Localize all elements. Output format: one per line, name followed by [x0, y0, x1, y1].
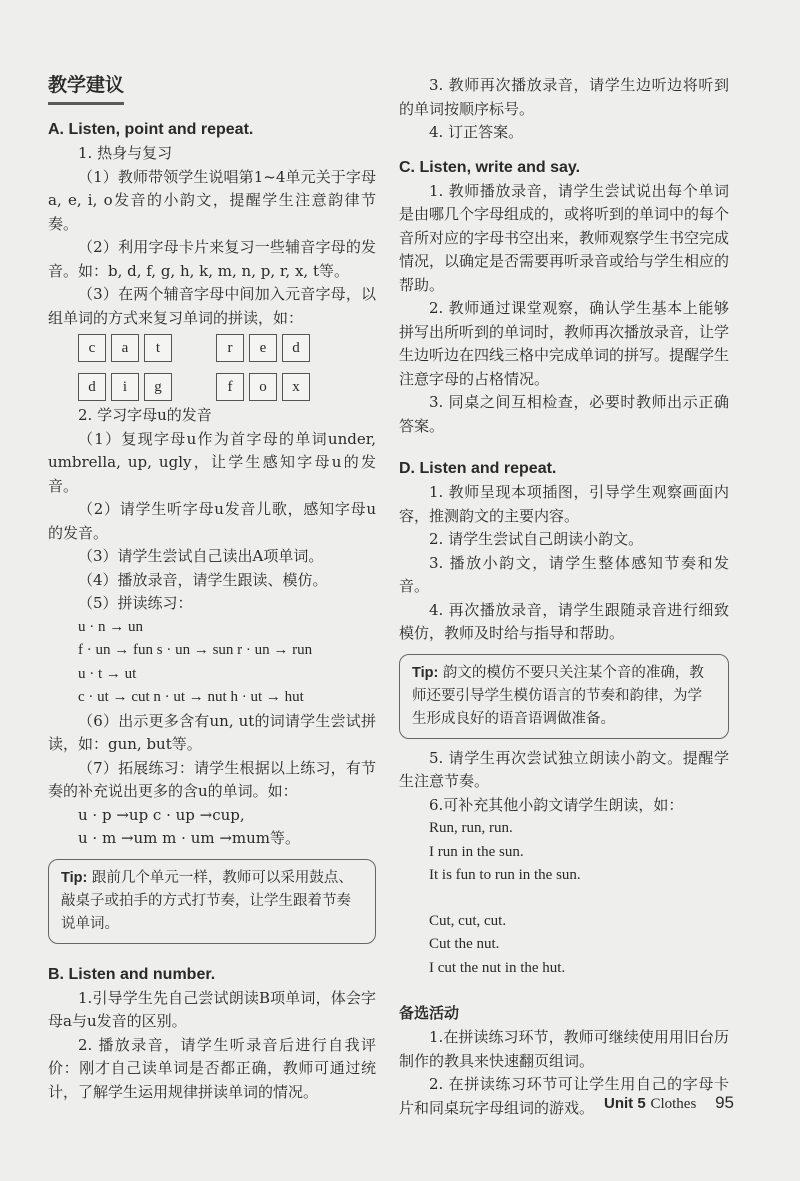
letter-box-group [78, 334, 172, 401]
unit-label: Unit 5 [604, 1095, 646, 1112]
rhyme-line: Cut, cut, cut. [429, 912, 507, 929]
paragraph: 4. 再次播放录音，请学生跟随录音进行细致模仿，教师及时给与指导和帮助。 [399, 600, 729, 642]
rhyme-line: I run in the sun. [429, 843, 524, 860]
right-column [399, 74, 729, 1120]
paragraph: 1. 热身与复习 [78, 144, 173, 162]
letter-box: c [78, 334, 106, 362]
paragraph: 6.可补充其他小韵文请学生朗读，如： [429, 795, 684, 814]
paragraph: 2. 在拼读练习环节可让学生用自己的字母卡片和同桌玩字母组词的游戏。 [399, 1075, 729, 1117]
rhyme-line: Cut the nut. [429, 936, 500, 952]
paragraph: 1. 教师呈现本项插图，引导学生观察画面内容，推测韵文的主要内容。 [399, 483, 729, 525]
letter-box-row [78, 334, 172, 362]
paragraph: 3. 同桌之间互相检查，必要时教师出示正确答案。 [399, 393, 729, 435]
paragraph: 3. 教师再次播放录音，请学生边听边将听到的单词按顺序标号。 [399, 76, 729, 118]
tip-label: Tip: [61, 869, 88, 886]
rhyme-line: I cut the nut in the hut. [429, 959, 566, 976]
section-d-title: D. Listen and repeat. [399, 460, 557, 477]
letter-box: a [111, 334, 139, 362]
tip-text: 韵文的模仿不要只关注某个音的准确，教师还要引导学生模仿语言的节奏和韵律，为学生形成良好的语音语调做准备。 [412, 664, 704, 727]
spelling-line: f · un → fun s · un → sun r · un → run [78, 642, 313, 658]
section-heading-teaching-suggestions: 教学建议 [48, 70, 124, 105]
letter-box: f [216, 373, 244, 401]
spelling-line: u · m →um m · um →mum等。 [78, 829, 301, 847]
letter-box: i [111, 373, 139, 401]
page-footer [604, 1093, 734, 1113]
paragraph: （5）拼读练习： [78, 594, 193, 612]
paragraph: 2. 请学生尝试自己朗读小韵文。 [429, 530, 644, 548]
paragraph: 2. 学习字母u的发音 [78, 406, 212, 424]
paragraph: （1）教师带领学生说唱第1~4单元关于字母a, e, i, o发音的小韵文，提醒学生注意韵律节奏。 [48, 167, 376, 233]
tip-text: 跟前几个单元一样，教师可以采用鼓点、敲桌子或拍手的方式打节奏，让学生跟着节奏说单词。 [61, 869, 353, 932]
letter-box: o [249, 373, 277, 401]
paragraph: 5. 请学生再次尝试独立朗读小韵文。提醒学生注意节奏。 [399, 748, 729, 790]
letter-box-group [216, 334, 310, 401]
alternative-activities-title: 备选活动 [399, 1004, 460, 1022]
paragraph: （6）出示更多含有un, ut的词请学生尝试拼读，如：gun, but等。 [48, 711, 376, 753]
paragraph: 3. 播放小韵文，请学生整体感知节奏和发音。 [399, 553, 729, 595]
letter-box: d [282, 334, 310, 362]
tip-box [48, 859, 376, 944]
unit-title: Clothes [650, 1096, 697, 1112]
paragraph: （2）请学生听字母u发音儿歌，感知字母u的发音。 [48, 500, 376, 542]
paragraph: 1. 教师播放录音，请学生尝试说出每个单词是由哪几个字母组成的，或将听到的单词中的每个音所对应的字母书空出来，教师观察学生书空完成情况，以确定是否需要再听录音或给与学生相应的帮助。 [399, 181, 730, 294]
paragraph: 2. 播放录音，请学生听录音后进行自我评价：刚才自己读单词是否都正确，教师可通过统计，了解学生运用规律拼读单词的情况。 [48, 1035, 376, 1101]
letter-box: e [249, 334, 277, 362]
spelling-line: u · t → ut [78, 665, 137, 682]
paragraph: （4）播放录音，请学生跟读、模仿。 [78, 570, 328, 589]
paragraph: 4. 订正答案。 [429, 123, 524, 141]
spelling-line: u · p →up c · up →cup, [78, 805, 245, 824]
letter-box-row [216, 373, 310, 401]
spelling-line: u · n → un [78, 618, 143, 635]
spelling-line: c · ut → cut n · ut → nut h · ut → hut [78, 689, 304, 705]
letter-boxes [48, 334, 376, 401]
letter-box: g [144, 373, 172, 401]
paragraph: 1.在拼读练习环节，教师可继续使用用旧台历制作的教具来快速翻页组词。 [399, 1028, 729, 1070]
paragraph: （7）拓展练习：请学生根据以上练习，有节奏的补充说出更多的含u的单词。如： [48, 758, 376, 800]
letter-box-row [78, 373, 172, 401]
paragraph: （3）请学生尝试自己读出A项单词。 [78, 547, 324, 565]
paragraph: 2. 教师通过课堂观察，确认学生基本上能够拼写出所听到的单词时，教师再次播放录音，让学生边听边在四线三格中完成单词的拼写。提醒学生注意字母的占格情况。 [399, 299, 730, 388]
letter-box: x [282, 373, 310, 401]
section-b-title: B. Listen and number. [48, 965, 216, 983]
letter-box: r [216, 334, 244, 362]
tip-label: Tip: [412, 664, 439, 681]
rhyme-line: Run, run, run. [429, 820, 513, 836]
letter-box: t [144, 334, 172, 362]
left-column [48, 70, 376, 1104]
paragraph: 1.引导学生先自己尝试朗读B项单词，体会字母a与u发音的区别。 [48, 988, 376, 1030]
paragraph: （2）利用字母卡片来复习一些辅音字母的发音。如：b, d, f, g, h, k, m, n, p, r, x, t等。 [48, 238, 376, 280]
section-a-title: A. Listen, point and repeat. [48, 121, 254, 138]
page-number: 95 [715, 1093, 734, 1112]
letter-box-row [216, 334, 310, 362]
section-c-title: C. Listen, write and say. [399, 158, 581, 176]
paragraph: （1）复现字母u作为首字母的单词under, umbrella, up, ugly，让学生感知字母u的发音。 [48, 429, 376, 495]
rhyme-line: It is fun to run in the sun. [429, 867, 581, 883]
paragraph: （3）在两个辅音字母中间加入元音字母，以组单词的方式来复习单词的拼读，如： [48, 285, 376, 327]
letter-box: d [78, 373, 106, 401]
tip-box [399, 654, 729, 739]
